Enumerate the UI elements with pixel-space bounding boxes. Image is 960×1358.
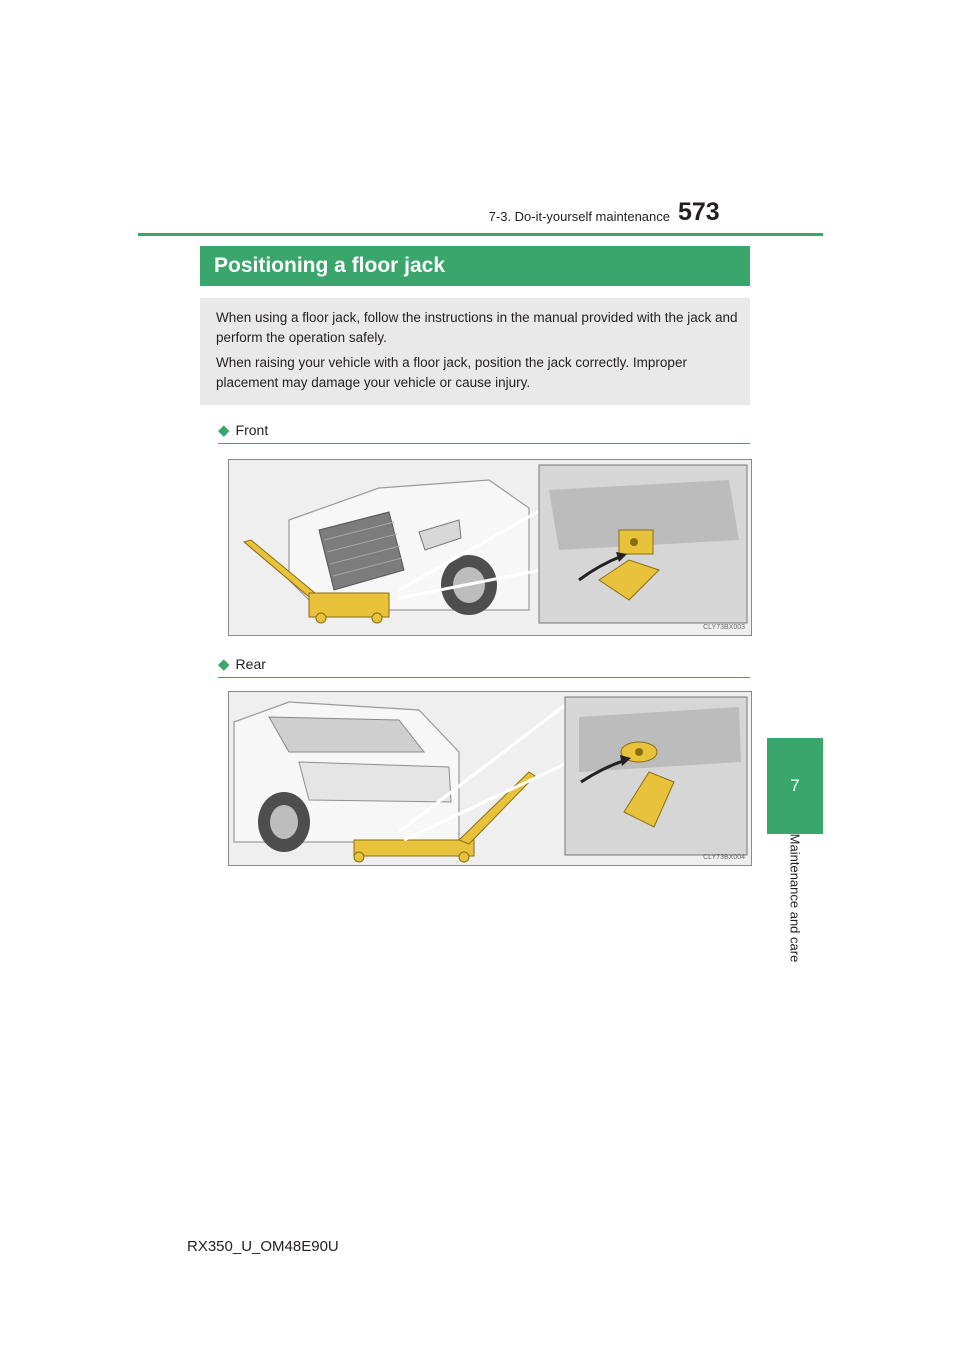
front-jack-illustration <box>228 459 752 636</box>
front-image-code: CLY73BX003 <box>703 624 745 631</box>
rear-image-code: CLY73BX004 <box>703 854 745 861</box>
chapter-number: 7 <box>790 776 800 795</box>
header-rule <box>138 233 823 236</box>
chapter-title <box>760 833 830 963</box>
chapter-title-text: Maintenance and care <box>787 833 803 963</box>
note-paragraph: When raising your vehicle with a floor jack, position the jack correctly. Improper placement may damage your vehicle or cause injury. <box>216 355 687 390</box>
front-heading <box>218 421 750 444</box>
rear-heading-label: Rear <box>235 656 266 672</box>
front-illustration-svg <box>229 460 751 635</box>
rear-heading <box>218 655 750 678</box>
diamond-bullet-icon: ◆ <box>218 656 230 673</box>
model-code: RX350_U_OM48E90U <box>187 1238 339 1255</box>
chapter-tab[interactable] <box>767 738 823 834</box>
section-title: Positioning a floor jack <box>200 246 750 286</box>
diamond-bullet-icon: ◆ <box>218 422 230 439</box>
front-heading-label: Front <box>235 422 269 438</box>
note-box <box>200 298 750 405</box>
rear-illustration-svg <box>229 692 751 865</box>
note-paragraph: When using a floor jack, follow the instructions in the manual provided with the jack and perform the operation safely. <box>216 310 738 345</box>
rear-jack-illustration <box>228 691 752 866</box>
page-number: 573 <box>678 198 720 226</box>
section-label: 7-3. Do-it-yourself maintenance <box>488 209 670 224</box>
